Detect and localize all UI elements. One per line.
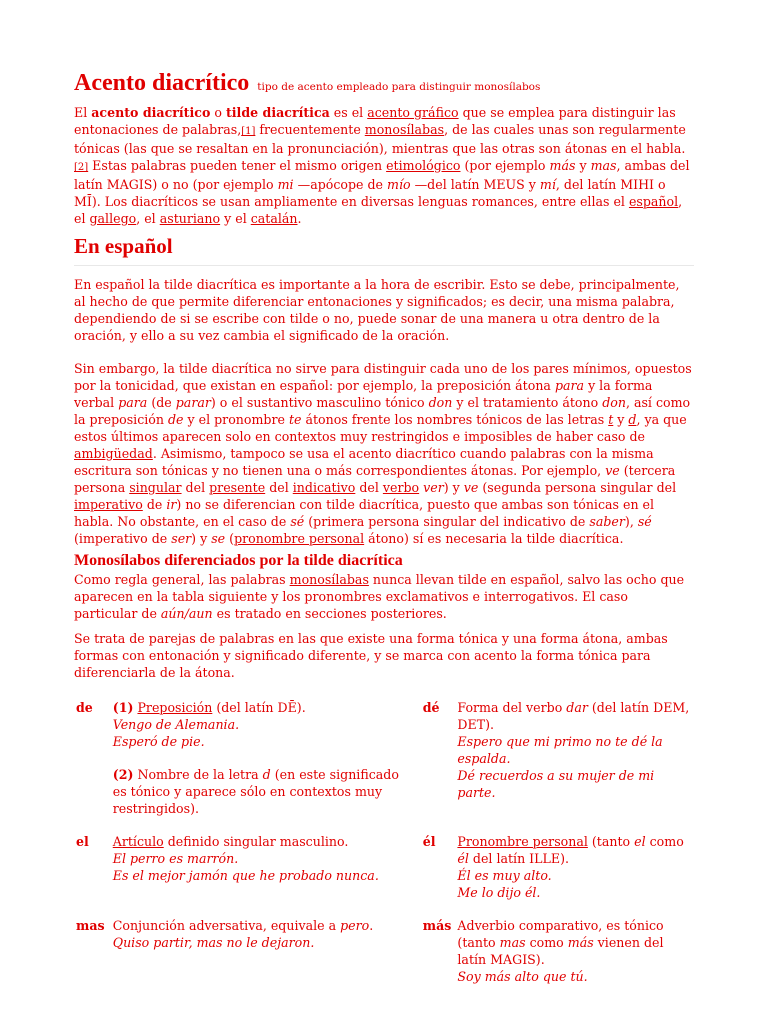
example: Dé recuerdos a su mujer de mi parte. [457, 768, 655, 800]
link-indicativo[interactable]: indicativo [292, 480, 356, 495]
definition-tonica: Forma del verbo dar (del latín DEM, DET). Espero que mi primo no te dé la espalda. Dé recuerdos a su mujer de mi parte. [457, 699, 694, 833]
title-line [74, 66, 694, 104]
example: Espero que mi primo no te dé la espalda. [457, 734, 663, 766]
link-gallego[interactable]: gallego [89, 211, 137, 226]
table-row [74, 917, 694, 1001]
bold-term: acento diacrítico [91, 105, 211, 120]
link-imperativo[interactable]: imperativo [74, 497, 143, 512]
definition-atona: Conjunción adversativa, equivale a pero. Quiso partir, mas no le dejaron. [113, 917, 423, 1001]
example: Me lo dijo él. [457, 885, 541, 900]
link-monosilabas[interactable]: monosílabas [364, 122, 445, 137]
example: Vengo de Alemania. [112, 717, 240, 732]
link-t[interactable]: t [608, 412, 614, 427]
section-heading: En español [74, 234, 173, 258]
ref-link-2[interactable]: [2] [74, 162, 89, 173]
paragraph-3: Como regla general, las palabras monosílabas nunca llevan tilde en español, salvo las ocho que aparecen en la tabla siguiente y los pronombres exclamativos e interrogativos. El caso particular de aún/aun es tratado en secciones posteriores. [74, 572, 685, 621]
definition-atona: (1) Preposición (del latín DĒ). Vengo de Alemania. Esperó de pie. (2) Nombre de la letra d (en este significado es tónico y aparece sólo en contextos muy restringidos). [113, 699, 423, 833]
link-preposicion[interactable]: Preposición [137, 700, 213, 715]
ref-link-1[interactable]: [1] [241, 126, 256, 137]
link-pronombre-personal[interactable]: pronombre personal [234, 531, 365, 546]
example: El perro es marrón. [112, 851, 239, 866]
page-subtitle: tipo de acento empleado para distinguir monosílabos [257, 81, 541, 93]
bold-term: tilde diacrítica [225, 105, 330, 120]
definition-tonica: Adverbio comparativo, es tónico (tanto mas como más vienen del latín MAGIS). Soy más alto que tú. [457, 917, 694, 1001]
link-catalan[interactable]: catalán [250, 211, 298, 226]
link-articulo[interactable]: Artículo [112, 834, 164, 849]
paragraph-2: Sin embargo, la tilde diacrítica no sirve para distinguir cada uno de los pares mínimos, opuestos por la tonicidad, que existan en español: por ejemplo, la preposición átona para y la forma verbal para (de parar) o el sustantivo masculino tónico don y el tratamiento átono don, así como la preposición de y el pronombre te átonos frente los nombres tónicos de las letras t y d, ya que estos últimos aparecen solo en contextos muy restringidos e imposibles de haber caso de ambigüedad. Asimismo, tampoco se usa el acento diacrítico cuando palabras con la misma escritura son tónicas y no tienen una o más correspondientes átonas. Por ejemplo, ve (tercera persona singular del presente del indicativo del verbo ver) y ve (segunda persona singular del imperativo de ir) no se diferencian con tilde diacrítica, puesto que ambas son tónicas en el habla. No obstante, en el caso de sé (primera persona singular del indicativo de saber), sé (imperativo de ser) y se (pronombre personal átono) sí es necesaria la tilde diacrítica. [74, 361, 692, 546]
word-atona: mas [76, 918, 105, 933]
link-singular[interactable]: singular [129, 480, 182, 495]
article [74, 66, 694, 1001]
paragraph-1: En español la tilde diacrítica es importante a la hora de escribir. Esto se debe, principalmente, al hecho de que permite diferenciar entonaciones y significados; es decir, una misma palabra, dependiendo de si se escribe con tilde o no, puede sonar de una manera u otra dentro de la oración, y ello a su vez cambia el significado de la oración. [74, 277, 680, 343]
definition-tonica: Pronombre personal (tanto el como él del latín ILLE). Él es muy alto. Me lo dijo él. [457, 833, 694, 917]
link-pronombre-personal-2[interactable]: Pronombre personal [457, 834, 588, 849]
link-presente[interactable]: presente [209, 480, 266, 495]
word-atona: el [76, 834, 89, 849]
link-monosilabas-2[interactable]: monosílabas [289, 572, 369, 587]
link-d[interactable]: d [628, 412, 637, 427]
definition-atona: Artículo definido singular masculino. El perro es marrón. Es el mejor jamón que he probado nunca. [113, 833, 423, 917]
section-divider [74, 265, 694, 266]
example: Soy más alto que tú. [457, 969, 588, 984]
link-verbo[interactable]: verbo [382, 480, 420, 495]
word-tonica: dé [422, 700, 440, 715]
paragraph-4: Se trata de parejas de palabras en las que existe una forma tónica y una forma átona, ambas formas con entonación y significado diferente, y se marca con acento la forma tónica para diferenciarla de la átona. [74, 631, 668, 680]
word-tonica: él [422, 834, 436, 849]
link-espanol[interactable]: español [628, 194, 679, 209]
link-asturiano[interactable]: asturiano [159, 211, 221, 226]
example: Quiso partir, mas no le dejaron. [112, 935, 315, 950]
example: Esperó de pie. [112, 734, 205, 749]
link-acento-grafico[interactable]: acento gráfico [367, 105, 459, 120]
subsection-heading: Monosílabos diferenciados por la tilde diacrítica [74, 552, 403, 569]
example: Es el mejor jamón que he probado nunca. [112, 868, 379, 883]
example: Él es muy alto. [457, 868, 552, 883]
table-row [74, 833, 694, 917]
intro-paragraph: El acento diacrítico o tilde diacrítica es el acento gráfico que se emplea para distinguir las entonaciones de palabras,[1] frecuentemente monosílabas, de las cuales unas son regularmente tónicas (las que se resaltan en la pronunciación), mientras que las otras son átonas en el habla.[2] Estas palabras pueden tener el mismo origen etimológico (por ejemplo más y mas, ambas del latín MAGIS) o no (por ejemplo mi —apócope de mío —del latín MEUS y mí, del latín MIHI o MĪ). Los diacríticos se usan ampliamente en diversas lenguas romances, entre ellas el español, el gallego, el asturiano y el catalán. [74, 105, 690, 226]
link-etimologico[interactable]: etimológico [386, 158, 461, 173]
link-ambiguedad[interactable]: ambigüedad [74, 446, 153, 461]
word-atona: de [76, 700, 93, 715]
monosyllable-table [74, 699, 694, 1001]
table-row [74, 699, 694, 833]
word-tonica: más [422, 918, 452, 933]
page-title: Acento diacrítico [74, 70, 250, 96]
